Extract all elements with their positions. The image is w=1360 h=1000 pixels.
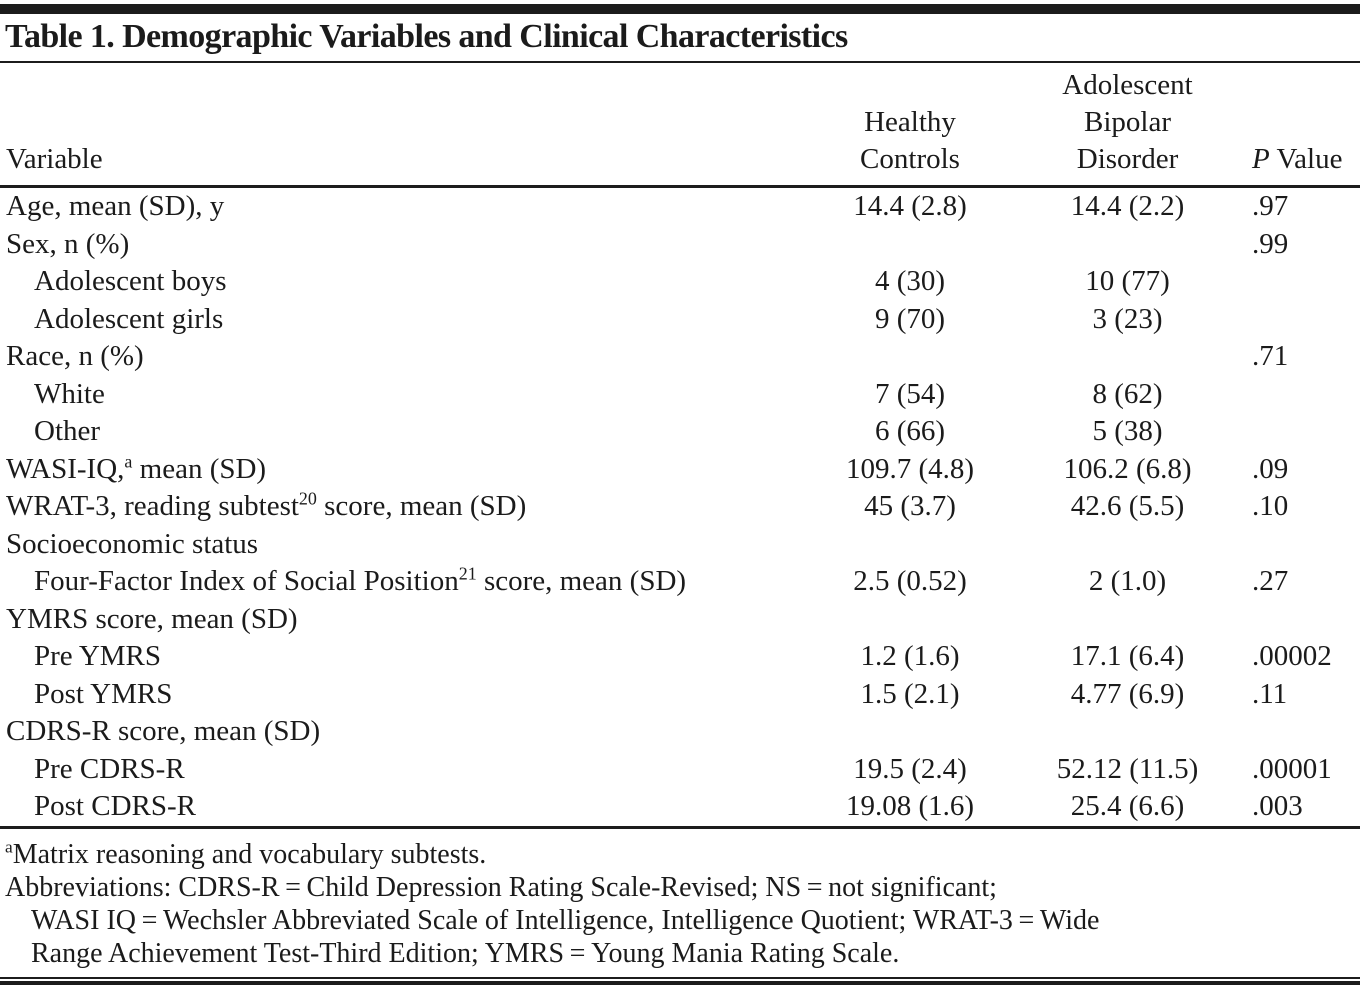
- p-value-cell: .003: [1252, 790, 1303, 822]
- healthy-controls-cell: 7 (54): [874, 377, 946, 410]
- variable-cell: Race, n (%): [6, 340, 144, 372]
- variable-cell: Age, mean (SD), y: [6, 190, 225, 222]
- variable-cell: White: [34, 377, 105, 410]
- adolescent-bipolar-cell: 4.77 (6.9): [1070, 677, 1185, 710]
- table-title: Table 1. Demographic Variables and Clinical Characteristics: [0, 14, 1360, 63]
- table-row: [0, 676, 1360, 714]
- p-value-cell: [1240, 601, 1360, 639]
- healthy-controls-cell: 2.5 (0.52): [853, 565, 967, 597]
- demographics-table: [0, 63, 1360, 829]
- p-value-cell: .09: [1252, 452, 1289, 485]
- p-value-cell: .00002: [1252, 640, 1332, 672]
- table-row: [0, 338, 1360, 376]
- p-value-cell: [1240, 713, 1360, 751]
- p-value-cell: .27: [1252, 565, 1289, 597]
- table-row: [0, 451, 1360, 489]
- table-row: [0, 226, 1360, 264]
- table-row: [0, 563, 1360, 601]
- healthy-controls-cell: 1.2 (1.6): [860, 640, 960, 672]
- variable-cell: CDRS-R score, mean (SD): [6, 715, 321, 747]
- table-row: [0, 263, 1360, 301]
- footnote-abbreviations-line2: WASI IQ = Wechsler Abbreviated Scale of Intelligence, Intelligence Quotient; WRAT-3 = Wide: [31, 904, 1100, 936]
- adolescent-bipolar-cell: 52.12 (11.5): [1056, 752, 1199, 785]
- adolescent-bipolar-cell: 106.2 (6.8): [1063, 452, 1192, 485]
- column-header-p-value: P Value: [1252, 143, 1343, 175]
- p-value-cell: .11: [1252, 677, 1288, 710]
- p-value-cell: [1240, 263, 1360, 301]
- adolescent-bipolar-cell: [1015, 226, 1240, 264]
- healthy-controls-cell: 1.5 (2.1): [860, 677, 960, 710]
- variable-cell: Pre CDRS-R: [34, 752, 185, 785]
- healthy-controls-cell: [805, 601, 1015, 639]
- p-value-cell: [1240, 413, 1360, 451]
- table-row: [0, 638, 1360, 676]
- variable-cell: Adolescent boys: [34, 265, 227, 297]
- healthy-controls-cell: [805, 338, 1015, 376]
- adolescent-bipolar-cell: [1015, 601, 1240, 639]
- adolescent-bipolar-cell: [1015, 526, 1240, 564]
- adolescent-bipolar-cell: 8 (62): [1092, 377, 1163, 410]
- variable-cell: Sex, n (%): [6, 227, 130, 260]
- healthy-controls-cell: [805, 713, 1015, 751]
- table-row: [0, 413, 1360, 451]
- adolescent-bipolar-cell: 5 (38): [1092, 415, 1163, 447]
- footnote-abbreviations-line1: Abbreviations: CDRS-R = Child Depression Rating Scale-Revised; NS = not significant;: [5, 871, 997, 903]
- column-header-variable: Variable: [6, 143, 103, 175]
- healthy-controls-cell: 14.4 (2.8): [853, 190, 967, 222]
- table-row: [0, 488, 1360, 526]
- adolescent-bipolar-cell: 3 (23): [1092, 302, 1163, 335]
- adolescent-bipolar-cell: [1015, 338, 1240, 376]
- footnotes: [0, 829, 1360, 970]
- p-value-cell: .71: [1252, 340, 1289, 372]
- p-value-cell: [1240, 301, 1360, 339]
- healthy-controls-cell: 9 (70): [874, 302, 946, 335]
- adolescent-bipolar-cell: 42.6 (5.5): [1070, 490, 1185, 522]
- healthy-controls-cell: 109.7 (4.8): [845, 452, 975, 485]
- variable-cell: WASI-IQ,$^a$ mean (SD): [6, 450, 267, 485]
- p-value-cell: .10: [1252, 490, 1289, 522]
- healthy-controls-cell: 19.08 (1.6): [845, 790, 975, 822]
- healthy-controls-cell: 4 (30): [874, 265, 946, 297]
- variable-cell: Other: [34, 415, 101, 447]
- table-row: [0, 788, 1360, 827]
- adolescent-bipolar-cell: 2 (1.0): [1088, 565, 1167, 597]
- variable-cell: Adolescent girls: [34, 302, 224, 335]
- adolescent-bipolar-cell: 10 (77): [1085, 265, 1170, 297]
- table-row: [0, 601, 1360, 639]
- table-row: [0, 301, 1360, 339]
- p-value-cell: .97: [1252, 190, 1289, 222]
- table-row: [0, 376, 1360, 414]
- variable-cell: WRAT-3, reading subtest$^{20}$ score, mean (SD): [6, 488, 527, 522]
- healthy-controls-cell: 19.5 (2.4): [853, 752, 967, 785]
- footnote-abbreviations-line3: Range Achievement Test-Third Edition; YMRS = Young Mania Rating Scale.: [31, 937, 900, 969]
- adolescent-bipolar-cell: [1015, 713, 1240, 751]
- variable-cell: Socioeconomic status: [6, 527, 259, 560]
- adolescent-bipolar-cell: 25.4 (6.6): [1070, 790, 1185, 822]
- column-header-healthy-controls: Healthy Controls: [860, 106, 960, 175]
- adolescent-bipolar-cell: 17.1 (6.4): [1070, 640, 1185, 672]
- healthy-controls-cell: 45 (3.7): [864, 490, 956, 522]
- healthy-controls-cell: [805, 226, 1015, 264]
- variable-cell: YMRS score, mean (SD): [6, 602, 298, 635]
- p-value-cell: [1240, 526, 1360, 564]
- variable-cell: Pre YMRS: [34, 640, 162, 672]
- variable-cell: Four-Factor Index of Social Position$^{21}$ score, mean (SD): [34, 563, 687, 597]
- healthy-controls-cell: [805, 526, 1015, 564]
- table-header: [0, 63, 1360, 187]
- table-row: [0, 751, 1360, 789]
- adolescent-bipolar-cell: 14.4 (2.2): [1070, 190, 1185, 222]
- variable-cell: Post YMRS: [34, 677, 173, 710]
- top-rule: [0, 4, 1360, 14]
- column-header-adolescent-bipolar-disorder: Adolescent Bipolar Disorder: [1062, 69, 1193, 175]
- table-body: [0, 187, 1360, 828]
- bottom-double-rule: [0, 977, 1360, 985]
- p-value-cell: [1240, 376, 1360, 414]
- variable-cell: Post CDRS-R: [34, 790, 196, 822]
- table-row: [0, 187, 1360, 226]
- table-row: [0, 526, 1360, 564]
- p-value-cell: .99: [1252, 227, 1289, 260]
- p-value-cell: .00001: [1252, 752, 1332, 785]
- table-row: [0, 713, 1360, 751]
- healthy-controls-cell: 6 (66): [874, 415, 946, 447]
- footnote-matrix: $^a$Matrix reasoning and vocabulary subtests.: [5, 837, 487, 870]
